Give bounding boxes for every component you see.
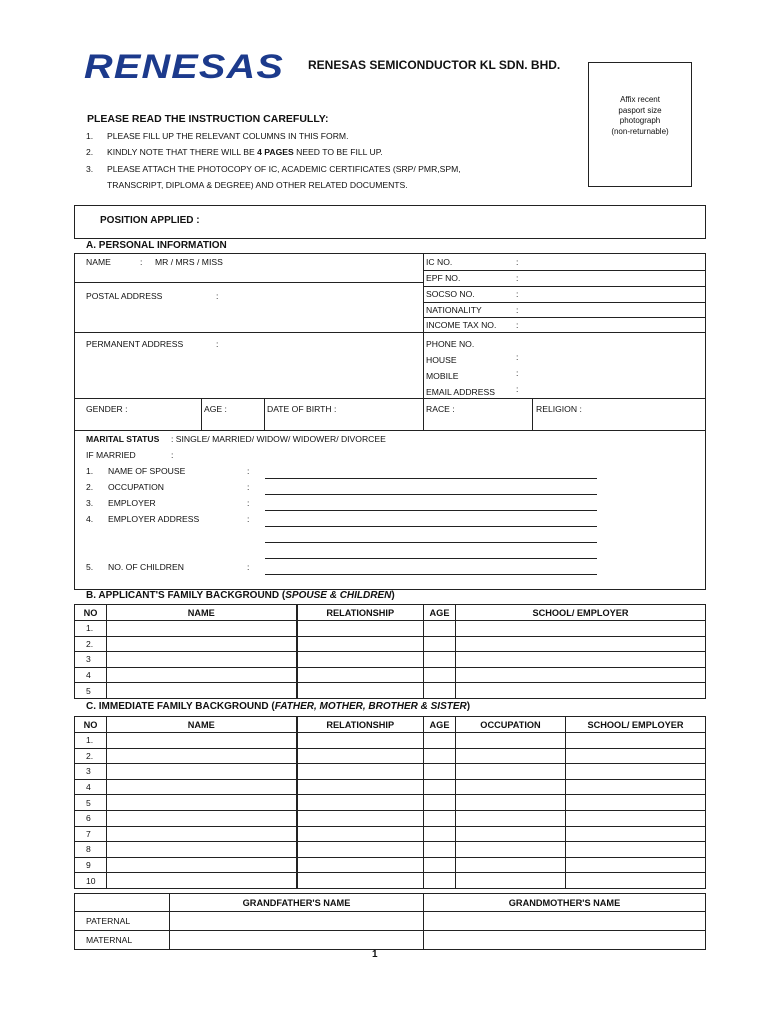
table-cell[interactable] xyxy=(456,683,706,699)
age-label: AGE : xyxy=(204,404,227,414)
table-cell[interactable] xyxy=(456,842,566,858)
table-cell[interactable] xyxy=(456,636,706,652)
employer-address-input-3[interactable] xyxy=(265,558,597,559)
maternal-grandmother-cell[interactable] xyxy=(424,931,706,950)
table-cell[interactable] xyxy=(107,795,297,811)
table-cell[interactable] xyxy=(566,857,706,873)
row-number: 8 xyxy=(75,842,107,858)
row-number: 1. xyxy=(75,621,107,637)
col-header: NAME xyxy=(107,605,297,621)
table-cell[interactable] xyxy=(424,764,456,780)
paternal-grandfather-cell[interactable] xyxy=(170,912,424,931)
employer-input[interactable] xyxy=(265,510,597,511)
table-cell[interactable] xyxy=(107,683,297,699)
race-label: RACE : xyxy=(426,404,455,414)
table-cell[interactable] xyxy=(107,810,297,826)
socso-no-label: SOCSO NO. xyxy=(426,289,475,299)
table-cell[interactable] xyxy=(424,842,456,858)
row-number: 1. xyxy=(75,733,107,749)
table-row xyxy=(75,810,706,826)
position-applied-field[interactable] xyxy=(74,205,706,239)
dob-label: DATE OF BIRTH : xyxy=(267,404,337,414)
row-number: 4 xyxy=(75,667,107,683)
employer-address-colon: : xyxy=(247,514,250,524)
table-cell[interactable] xyxy=(297,779,424,795)
col-header: NO xyxy=(75,605,107,621)
col-header: AGE xyxy=(424,605,456,621)
table-cell[interactable] xyxy=(297,652,424,668)
table-cell[interactable] xyxy=(297,683,424,699)
employer-address-input-1[interactable] xyxy=(265,526,597,527)
table-cell[interactable] xyxy=(424,683,456,699)
photo-note-1: Affix recent xyxy=(620,95,660,104)
table-cell[interactable] xyxy=(424,873,456,889)
table-cell[interactable] xyxy=(107,764,297,780)
table-row xyxy=(75,826,706,842)
table-cell[interactable] xyxy=(297,636,424,652)
row-number: 9 xyxy=(75,857,107,873)
maternal-grandfather-cell[interactable] xyxy=(170,931,424,950)
table-cell[interactable] xyxy=(424,748,456,764)
paternal-grandmother-cell[interactable] xyxy=(424,912,706,931)
table-cell[interactable] xyxy=(297,748,424,764)
col-header: NO xyxy=(75,717,107,733)
ic-colon: : xyxy=(516,257,519,267)
col-header: OCCUPATION xyxy=(456,717,566,733)
spouse-children-table xyxy=(74,604,706,699)
spouse-item-num: 4. xyxy=(86,514,94,524)
row-number: 4 xyxy=(75,779,107,795)
table-row xyxy=(75,795,706,811)
table-cell[interactable] xyxy=(297,795,424,811)
permanent-address-label: PERMANENT ADDRESS xyxy=(86,339,184,349)
table-cell[interactable] xyxy=(456,764,566,780)
table-row xyxy=(75,779,706,795)
marital-status-options: : SINGLE/ MARRIED/ WIDOW/ WIDOWER/ DIVORCEE xyxy=(171,434,386,444)
spouse-colon: : xyxy=(247,466,250,476)
instruction-3: 3. PLEASE ATTACH THE PHOTOCOPY OF IC, ACADEMIC CERTIFICATES (SRP/ PMR,SPM, xyxy=(86,164,461,174)
table-cell[interactable] xyxy=(107,857,297,873)
immediate-family-table xyxy=(74,716,706,889)
postal-address-label: POSTAL ADDRESS xyxy=(86,291,163,301)
table-cell[interactable] xyxy=(297,621,424,637)
table-cell[interactable] xyxy=(566,873,706,889)
table-row xyxy=(75,857,706,873)
instruction-3-cont: TRANSCRIPT, DIPLOMA & DEGREE) AND OTHER RELATED DOCUMENTS. xyxy=(107,180,408,190)
table-cell[interactable] xyxy=(424,779,456,795)
house-colon: : xyxy=(516,352,519,362)
col-header: RELATIONSHIP xyxy=(297,605,424,621)
table-cell[interactable] xyxy=(297,873,424,889)
col-header: SCHOOL/ EMPLOYER xyxy=(456,605,706,621)
house-phone-label: HOUSE xyxy=(426,355,457,365)
row-number: 2. xyxy=(75,636,107,652)
table-cell[interactable] xyxy=(297,810,424,826)
children-colon: : xyxy=(247,562,250,572)
spouse-item-num: 1. xyxy=(86,466,94,476)
table-cell[interactable] xyxy=(107,733,297,749)
table-cell[interactable] xyxy=(456,810,566,826)
table-cell[interactable] xyxy=(566,810,706,826)
spouse-item-num: 3. xyxy=(86,498,94,508)
maternal-label: MATERNAL xyxy=(75,931,170,950)
epf-no-label: EPF NO. xyxy=(426,273,461,283)
phone-no-label: PHONE NO. xyxy=(426,339,475,349)
nationality-label: NATIONALITY xyxy=(426,305,482,315)
table-cell[interactable] xyxy=(107,667,297,683)
personal-info-box xyxy=(74,253,706,590)
section-c-title: C. IMMEDIATE FAMILY BACKGROUND (FATHER, MOTHER, BROTHER & SISTER) xyxy=(86,701,471,712)
table-row xyxy=(75,621,706,637)
table-cell[interactable] xyxy=(566,733,706,749)
table-cell[interactable] xyxy=(566,748,706,764)
ic-no-label: IC NO. xyxy=(426,257,453,267)
row-number: 10 xyxy=(75,873,107,889)
row-number: 6 xyxy=(75,810,107,826)
table-cell[interactable] xyxy=(107,826,297,842)
table-cell[interactable] xyxy=(456,733,566,749)
permanent-colon: : xyxy=(216,339,219,349)
table-cell[interactable] xyxy=(297,667,424,683)
logo-text: RENESAS xyxy=(84,50,284,82)
table-cell[interactable] xyxy=(566,826,706,842)
table-cell[interactable] xyxy=(456,652,706,668)
table-row xyxy=(75,636,706,652)
email-colon: : xyxy=(516,384,519,394)
table-cell[interactable] xyxy=(424,795,456,811)
mobile-colon: : xyxy=(516,368,519,378)
col-header: NAME xyxy=(107,717,297,733)
name-label: NAME xyxy=(86,257,111,267)
income-tax-label: INCOME TAX NO. xyxy=(426,320,497,330)
table-cell[interactable] xyxy=(456,826,566,842)
grandfather-header: GRANDFATHER'S NAME xyxy=(170,894,424,912)
grandmother-header: GRANDMOTHER'S NAME xyxy=(424,894,706,912)
col-header: AGE xyxy=(424,717,456,733)
spouse-item-num: 5. xyxy=(86,562,94,572)
employer-address-input-2[interactable] xyxy=(265,542,597,543)
table-cell[interactable] xyxy=(456,873,566,889)
if-married-label: IF MARRIED xyxy=(86,450,136,460)
table-row xyxy=(75,842,706,858)
grandparents-table xyxy=(74,893,706,950)
row-number: 5 xyxy=(75,795,107,811)
col-header: SCHOOL/ EMPLOYER xyxy=(566,717,706,733)
instructions-title: PLEASE READ THE INSTRUCTION CAREFULLY: xyxy=(87,113,329,125)
table-cell[interactable] xyxy=(456,779,566,795)
name-colon: : xyxy=(140,257,143,267)
occupation-input[interactable] xyxy=(265,494,597,495)
table-cell[interactable] xyxy=(107,873,297,889)
table-cell[interactable] xyxy=(107,748,297,764)
table-cell[interactable] xyxy=(456,857,566,873)
row-number: 2. xyxy=(75,748,107,764)
table-row xyxy=(75,764,706,780)
grandparent-blank-header xyxy=(75,894,170,912)
no-of-children-label: NO. OF CHILDREN xyxy=(108,562,184,572)
table-cell[interactable] xyxy=(297,857,424,873)
name-title-options: MR / MRS / MISS xyxy=(155,257,223,267)
photo-note-3: photograph xyxy=(619,116,661,125)
nationality-colon: : xyxy=(516,305,519,315)
photo-box[interactable] xyxy=(588,62,692,187)
table-cell[interactable] xyxy=(297,764,424,780)
table-cell[interactable] xyxy=(424,636,456,652)
table-row xyxy=(75,683,706,699)
table-cell[interactable] xyxy=(297,733,424,749)
table-cell[interactable] xyxy=(424,857,456,873)
row-number: 3 xyxy=(75,652,107,668)
position-applied-label: POSITION APPLIED : xyxy=(100,215,200,226)
table-cell[interactable] xyxy=(456,667,706,683)
photo-note-4: (non-returnable) xyxy=(611,126,669,136)
table-cell[interactable] xyxy=(456,795,566,811)
email-label: EMAIL ADDRESS xyxy=(426,387,495,397)
spouse-item-num: 2. xyxy=(86,482,94,492)
table-cell[interactable] xyxy=(107,636,297,652)
table-row xyxy=(75,748,706,764)
table-cell[interactable] xyxy=(424,652,456,668)
occupation-colon: : xyxy=(247,482,250,492)
employer-colon: : xyxy=(247,498,250,508)
name-of-spouse-input[interactable] xyxy=(265,478,597,479)
company-name: RENESAS SEMICONDUCTOR KL SDN. BHD. xyxy=(308,58,561,72)
photo-note-2: pasport size xyxy=(618,105,662,115)
employer-label: EMPLOYER xyxy=(108,498,156,508)
employer-address-label: EMPLOYER ADDRESS xyxy=(108,514,200,524)
table-row xyxy=(75,873,706,889)
page-number: 1 xyxy=(372,949,378,960)
table-row xyxy=(75,733,706,749)
table-cell[interactable] xyxy=(107,779,297,795)
table-cell[interactable] xyxy=(456,621,706,637)
section-a-title: A. PERSONAL INFORMATION xyxy=(86,240,227,251)
table-row xyxy=(75,667,706,683)
epf-colon: : xyxy=(516,273,519,283)
gender-label: GENDER : xyxy=(86,404,128,414)
instruction-2: 2. KINDLY NOTE THAT THERE WILL BE 4 PAGES NEED TO BE FILL UP. xyxy=(86,147,383,157)
table-cell[interactable] xyxy=(424,826,456,842)
table-cell[interactable] xyxy=(424,810,456,826)
table-cell[interactable] xyxy=(107,621,297,637)
row-number: 3 xyxy=(75,764,107,780)
religion-label: RELIGION : xyxy=(536,404,582,414)
table-cell[interactable] xyxy=(566,764,706,780)
socso-colon: : xyxy=(516,289,519,299)
occupation-label: OCCUPATION xyxy=(108,482,165,492)
table-cell[interactable] xyxy=(424,667,456,683)
table-cell[interactable] xyxy=(456,748,566,764)
if-married-colon: : xyxy=(171,450,174,460)
table-cell[interactable] xyxy=(566,842,706,858)
mobile-label: MOBILE xyxy=(426,371,459,381)
postal-colon: : xyxy=(216,291,219,301)
paternal-label: PATERNAL xyxy=(75,912,170,931)
marital-status-label: MARITAL STATUS xyxy=(86,434,160,444)
table-cell[interactable] xyxy=(566,795,706,811)
instruction-1: 1. PLEASE FILL UP THE RELEVANT COLUMNS IN THIS FORM. xyxy=(86,131,349,141)
table-cell[interactable] xyxy=(107,652,297,668)
row-number: 5 xyxy=(75,683,107,699)
table-row xyxy=(75,652,706,668)
col-header: RELATIONSHIP xyxy=(297,717,424,733)
row-number: 7 xyxy=(75,826,107,842)
section-b-title: B. APPLICANT'S FAMILY BACKGROUND (SPOUSE & CHILDREN) xyxy=(86,590,395,601)
income-tax-colon: : xyxy=(516,320,519,330)
table-cell[interactable] xyxy=(297,842,424,858)
table-cell[interactable] xyxy=(424,733,456,749)
name-of-spouse-label: NAME OF SPOUSE xyxy=(108,466,186,476)
table-cell[interactable] xyxy=(566,779,706,795)
renesas-logo xyxy=(84,50,288,82)
table-cell[interactable] xyxy=(107,842,297,858)
no-of-children-input[interactable] xyxy=(265,574,597,575)
table-cell[interactable] xyxy=(424,621,456,637)
table-cell[interactable] xyxy=(297,826,424,842)
